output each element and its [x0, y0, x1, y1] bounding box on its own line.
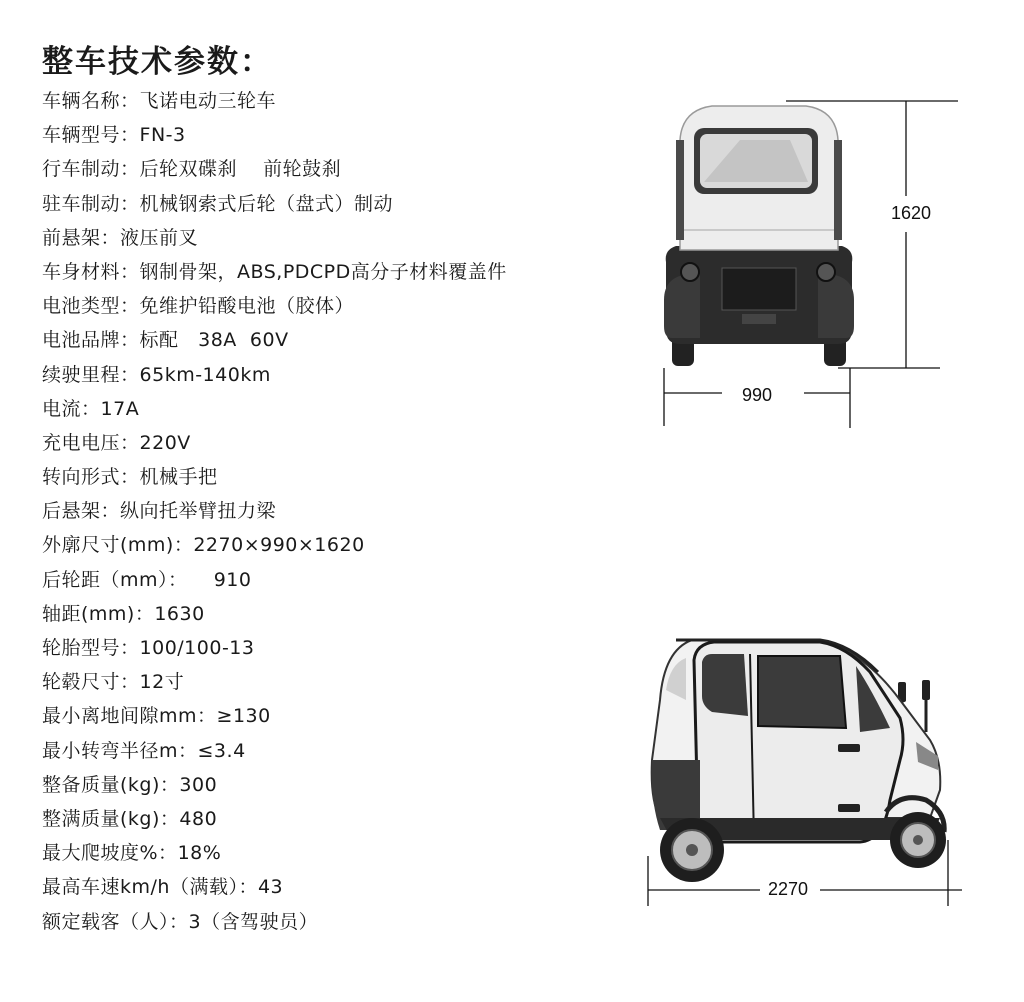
spec-label: 轮毂尺寸： [42, 671, 140, 694]
spec-value: 免维护铅酸电池（胶体） [139, 295, 355, 318]
spec-value: 220V [139, 431, 191, 454]
spec-value: 1630 [154, 602, 205, 625]
spec-label: 前悬架： [42, 226, 121, 249]
spec-value: 17A [100, 397, 140, 420]
spec-value: ≥130 [216, 705, 271, 728]
spec-value: ≤3.4 [197, 739, 246, 762]
spec-label: 整备质量(kg)： [42, 773, 180, 796]
spec-label: 轮胎型号： [42, 637, 140, 659]
spec-label: 车辆名称： [42, 90, 140, 112]
spec-value: 后轮双碟刹 前轮鼓刹 [139, 158, 342, 181]
spec-label: 最高车速km/h（满载）： [42, 876, 258, 899]
spec-label: 后轮距（mm）： [42, 568, 188, 591]
spec-value: 910 [187, 568, 252, 591]
spec-label: 续驶里程： [42, 363, 140, 386]
spec-label: 充电电压： [42, 431, 140, 454]
spec-label: 车身材料： [42, 260, 140, 283]
spec-value: FN-3 [139, 124, 186, 147]
spec-value: 3（含驾驶员） [188, 910, 319, 933]
spec-value: 2270×990×1620 [193, 534, 365, 557]
spec-value: 机械钢索式后轮（盘式）制动 [139, 192, 394, 215]
spec-value: 纵向托举臂扭力梁 [120, 500, 277, 523]
spec-value: 65km-140km [139, 363, 271, 386]
spec-value: 机械手把 [139, 466, 218, 489]
page-title: 整车技术参数： [42, 44, 273, 80]
spec-label: 外廓尺寸(mm)： [42, 534, 194, 557]
spec-label: 行车制动： [42, 158, 140, 181]
length-dimension-label: 2270 [768, 879, 809, 899]
spec-label: 最大爬坡度%： [42, 842, 178, 865]
spec-label: 整满质量(kg)： [42, 807, 180, 830]
spec-label: 最小转弯半径m： [42, 739, 198, 762]
spec-value: 标配 38A 60V [139, 329, 289, 352]
spec-label: 电池类型： [42, 295, 140, 318]
spec-label: 车辆型号： [42, 124, 140, 147]
spec-label: 转向形式： [42, 466, 140, 489]
spec-value: 12寸 [139, 671, 185, 694]
spec-value: 18% [177, 842, 222, 865]
rear-view-vehicle [664, 106, 854, 366]
spec-value: 43 [257, 876, 284, 899]
spec-label: 驻车制动： [42, 192, 140, 215]
spec-label: 电流： [42, 397, 101, 420]
side-view-vehicle [652, 640, 946, 882]
spec-label: 后悬架： [42, 500, 121, 523]
spec-label: 电池品牌： [42, 329, 140, 352]
spec-value: 钢制骨架，ABS,PDCPD高分子材料覆盖件 [139, 260, 507, 283]
spec-value: 飞诺电动三轮车 [139, 90, 277, 112]
spec-value: 480 [179, 807, 218, 830]
spec-value: 液压前叉 [120, 226, 199, 249]
spec-label: 最小离地间隙mm： [42, 705, 217, 728]
height-dimension-label: 1620 [891, 203, 932, 223]
spec-value: 300 [179, 773, 218, 796]
spec-label: 额定载客（人）： [42, 910, 189, 933]
rear-width-dimension-label: 990 [742, 385, 773, 405]
spec-label: 轴距(mm)： [42, 602, 155, 625]
spec-value: 100/100-13 [139, 637, 255, 659]
